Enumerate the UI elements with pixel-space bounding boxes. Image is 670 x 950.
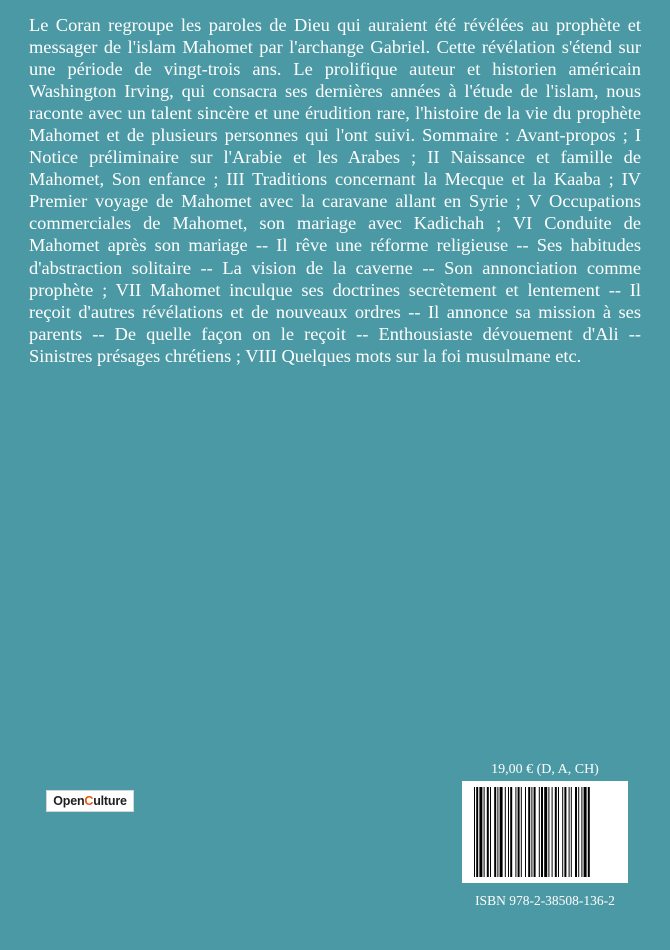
barcode-bar: [500, 787, 503, 877]
barcode-bar: [531, 787, 532, 877]
barcode: [462, 781, 628, 883]
barcode-bar: [515, 787, 516, 877]
barcode-bar: [555, 787, 557, 877]
barcode-bar: [525, 787, 526, 877]
barcode-bar: [476, 787, 478, 877]
barcode-graphic: [474, 787, 616, 877]
publisher-logo: Open C ulture: [46, 790, 134, 812]
barcode-bar: [505, 787, 506, 877]
barcode-bar: [487, 787, 489, 877]
barcode-bar: [494, 787, 496, 877]
barcode-bar: [548, 787, 549, 877]
barcode-bar: [510, 787, 512, 877]
barcode-bar: [534, 787, 536, 877]
barcode-bar: [541, 787, 543, 877]
barcode-bar: [521, 787, 522, 877]
barcode-bar: [584, 787, 587, 877]
barcode-bar: [479, 787, 482, 877]
barcode-bar: [490, 787, 491, 877]
back-cover-blurb: Le Coran regroupe les paroles de Dieu qui auraient été révélées au prophète et messager de l'islam Mahomet par l'archange Gabriel. Cette révélation s'étend sur une période de vingt-trois ans. Le prolifique auteur et historien américain Washington Irving, qui consacra ses dernières années à l'étude de l'islam, nous raconte avec un talent sincère et une érudition rare, l'histoire de la vie du prophète Mahomet et de plusieurs personnes qui l'ont suivi. Sommaire : Avant-propos ; I Notice préliminaire sur l'Arabie et les Arabes ; II Naissance et famille de Mahomet, Son enfance ; III Traditions concernant la Mecque et la Kaaba ; IV Premier voyage de Mahomet avec la caravane allant en Syrie ; V Occupations commerciales de Mahomet, son mariage avec Kadichah ; VI Conduite de Mahomet après son mariage -- Il rêve une réforme religieuse -- Ses habitudes d'abstraction solitaire -- La vision de la caverne -- Son annonciation comme prophète ; VII Mahomet inculque ses doctrines secrètement et lentement -- Il reçoit d'autres révélations et de nouveaux ordres -- Il annonce sa mission à ses parents -- De quelle façon on le reçoit -- Enthousiaste dévouement d'Ali -- Sinistres présages chrétiens ; VIII Quelques mots sur la foi musulmane etc.: [29, 15, 641, 366]
barcode-bar: [484, 787, 485, 877]
barcode-bar: [571, 787, 572, 877]
barcode-bar: [497, 787, 498, 877]
barcode-bar: [575, 787, 577, 877]
barcode-bar: [539, 787, 540, 877]
barcode-bar: [569, 787, 570, 877]
barcode-bar: [474, 787, 475, 877]
isbn-label: ISBN 978-2-38508-136-2: [475, 893, 615, 908]
barcode-bar: [564, 787, 566, 877]
barcode-bar: [588, 787, 590, 877]
barcode-bar: [528, 787, 530, 877]
barcode-bar: [578, 787, 579, 877]
barcode-bar: [508, 787, 509, 877]
barcode-bar: [558, 787, 559, 877]
barcode-bar: [544, 787, 547, 877]
barcode-bar: [581, 787, 582, 877]
price-label: 19,00 € (D, A, CH): [491, 762, 599, 777]
barcode-bar: [552, 787, 553, 877]
barcode-bar: [562, 787, 563, 877]
barcode-bar: [518, 787, 520, 877]
